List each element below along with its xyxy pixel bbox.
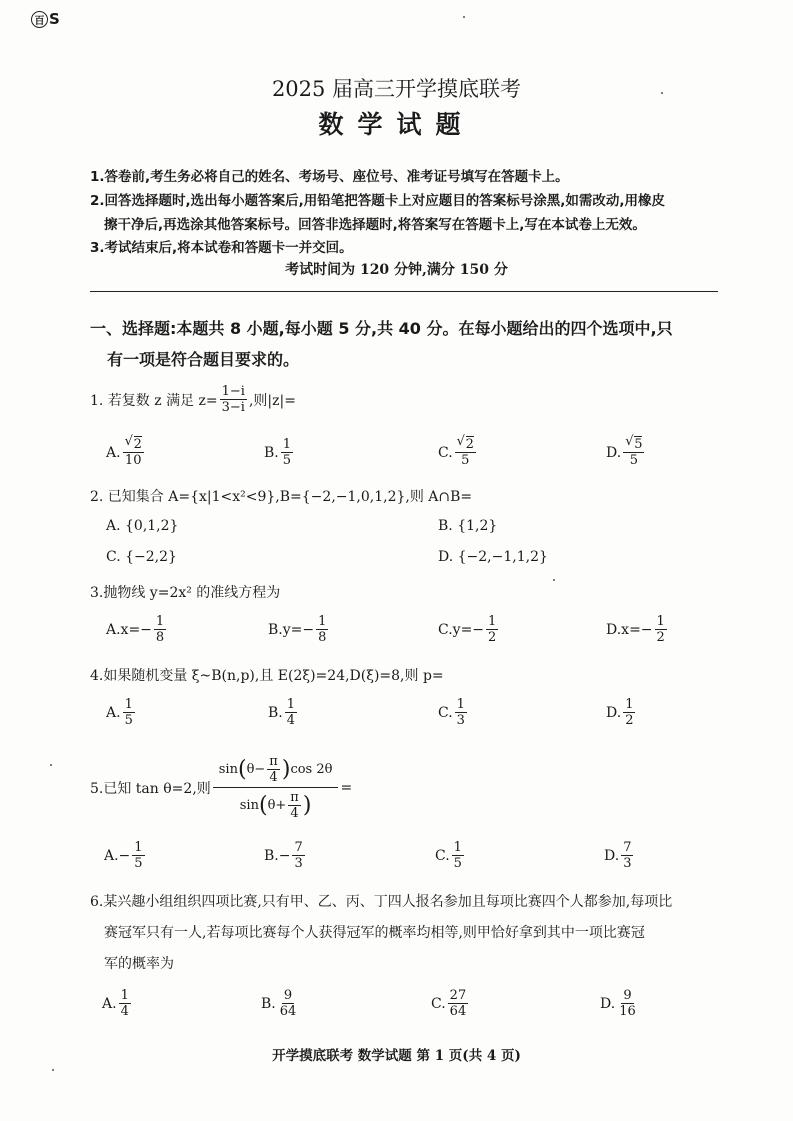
- option-label: C.y=−: [438, 621, 485, 638]
- scan-speck: [463, 16, 465, 18]
- q5-fraction: [213, 752, 339, 823]
- sqrt-num: √ 2: [134, 436, 142, 452]
- option-label: B.: [264, 444, 279, 461]
- subject-title: 数学试题: [318, 110, 475, 139]
- option-fraction: [132, 840, 144, 871]
- option-num: 1: [134, 840, 143, 855]
- option-label: C.: [435, 847, 450, 864]
- option-den: 8: [155, 630, 165, 645]
- option-num: 1: [625, 697, 634, 712]
- q4-option-c[interactable]: [438, 697, 469, 728]
- q3-option-a[interactable]: [106, 614, 168, 645]
- option-num: 1: [120, 988, 129, 1003]
- q5-sin: sin: [239, 798, 259, 813]
- option-fraction: [655, 614, 667, 645]
- option-label: B.y=−: [268, 621, 315, 638]
- notice-2: 2.回答选择题时,选出每小题答案后,用铅笔把答题卡上对应题目的答案标号涂黑,如需改动,用橡皮: [90, 193, 666, 209]
- q5-theta-plus: θ+: [267, 798, 287, 813]
- logo-circle-icon: 百: [31, 11, 48, 28]
- pi: π: [269, 754, 278, 769]
- paren-open-icon: (: [237, 756, 247, 782]
- scan-speck: [50, 764, 52, 766]
- q1-suffix: ,则|z|=: [248, 392, 296, 409]
- q1-fraction: [220, 384, 247, 415]
- question-3: 3.抛物线 y=2x² 的准线方程为: [90, 585, 281, 601]
- paren-close-icon: ): [281, 756, 291, 782]
- scan-speck: [52, 1069, 54, 1071]
- option-den: 5: [453, 856, 462, 871]
- question-1: [90, 384, 296, 415]
- option-num: 1: [318, 614, 327, 629]
- option-fraction: [154, 614, 166, 645]
- exam-title: 2025 届高三开学摸底联考: [271, 77, 522, 101]
- option-den: 64: [449, 1004, 467, 1019]
- four: 4: [269, 770, 278, 785]
- option-fraction: [452, 840, 464, 871]
- option-num: 1: [282, 437, 292, 452]
- q2-option-a[interactable]: A. {0,1,2}: [106, 518, 179, 534]
- q1-option-b[interactable]: [264, 437, 295, 468]
- option-fraction: [486, 614, 498, 645]
- q1-prefix: 1. 若复数 z 满足 z=: [90, 392, 218, 409]
- option-label: C.: [438, 704, 453, 721]
- option-num: 7: [623, 840, 632, 855]
- q6-option-c[interactable]: [431, 988, 470, 1019]
- option-num: 1: [286, 697, 296, 712]
- option-den: 5: [629, 453, 638, 468]
- option-label: A.: [106, 704, 121, 721]
- option-label: D.x=−: [606, 621, 653, 638]
- option-fraction: [448, 988, 469, 1019]
- option-label: A.: [102, 995, 117, 1012]
- question-6-line-2: 赛冠军只有一人,若每项比赛每个人获得冠军的概率均相等,则甲恰好拿到其中一项比赛冠: [104, 925, 645, 941]
- option-fraction: [281, 437, 293, 468]
- option-label: A.: [106, 444, 121, 461]
- option-den: 3: [456, 713, 465, 728]
- q1-den: 3−i: [221, 400, 245, 415]
- q2-option-d[interactable]: D. {−2,−1,1,2}: [438, 549, 548, 565]
- option-den: 4: [120, 1004, 129, 1019]
- q6-option-b[interactable]: [261, 988, 300, 1019]
- option-label: D.: [600, 995, 616, 1012]
- page-footer: 开学摸底联考 数学试题 第 1 页(共 4 页): [272, 1048, 521, 1064]
- question-4: 4.如果随机变量 ξ~B(n,p),且 E(2ξ)=24,D(ξ)=8,则 p=: [90, 668, 444, 684]
- section-heading-cont: 有一项是符合题目要求的。: [107, 350, 300, 369]
- option-num: 1: [124, 697, 133, 712]
- option-fraction: [285, 697, 297, 728]
- option-den: 8: [318, 630, 327, 645]
- q5-numerator: [213, 752, 339, 788]
- option-den: 5: [124, 713, 133, 728]
- q5-prefix: 5.已知 tan θ=2,则: [90, 780, 211, 797]
- notice-2-cont: 擦干净后,再选涂其他答案标号。回答非选择题时,将答案写在答题卡上,写在本试卷上无效。: [104, 217, 646, 233]
- q6-option-a[interactable]: [102, 988, 133, 1019]
- four: 4: [290, 806, 299, 821]
- option-num: 9: [283, 988, 293, 1003]
- option-label: B.: [261, 995, 276, 1012]
- q3-option-d[interactable]: [606, 614, 669, 645]
- question-6-line-1: 6.某兴趣小组组织四项比赛,只有甲、乙、丙、丁四人报名参加且每项比赛四个人都参加,每项比: [90, 894, 673, 910]
- q5-cos: cos 2θ: [290, 762, 333, 777]
- option-label: D.: [606, 704, 622, 721]
- notice-3: 3.考试结束后,将本试卷和答题卡一并交回。: [90, 240, 353, 256]
- q2-option-c[interactable]: C. {−2,2}: [106, 549, 177, 565]
- q1-option-a[interactable]: [106, 437, 146, 468]
- option-label: A.−: [104, 847, 131, 864]
- q2-option-b[interactable]: B. {1,2}: [438, 518, 498, 534]
- option-den: 2: [656, 630, 665, 645]
- q5-option-d[interactable]: [604, 840, 635, 871]
- q5-option-a[interactable]: [104, 840, 147, 871]
- option-label: A.x=−: [106, 621, 152, 638]
- scan-speck: [553, 579, 555, 581]
- option-fraction: [119, 988, 131, 1019]
- option-fraction: [292, 840, 304, 871]
- option-num: 1: [453, 840, 462, 855]
- q3-option-c[interactable]: [438, 614, 500, 645]
- question-2: 2. 已知集合 A={x|1<x²<9},B={−2,−1,0,1,2},则 A∩B=: [90, 489, 473, 505]
- option-den: 10: [124, 453, 142, 468]
- q1-option-c[interactable]: [438, 437, 478, 468]
- option-den: 16: [619, 1004, 636, 1019]
- q5-denominator: [234, 788, 318, 823]
- logo-text: S: [49, 10, 60, 28]
- option-num: 27: [449, 988, 467, 1003]
- option-den: 5: [461, 453, 470, 468]
- option-den: 3: [294, 856, 303, 871]
- option-num: 7: [294, 840, 303, 855]
- question-5: [90, 752, 352, 823]
- option-den: 5: [134, 856, 143, 871]
- option-label: D.: [604, 847, 620, 864]
- notice-1: 1.答卷前,考生务必将自己的姓名、考场号、座位号、准考证号填写在答题卡上。: [90, 169, 569, 185]
- q5-pi-over-4: [288, 790, 301, 821]
- option-fraction: [623, 697, 635, 728]
- scan-speck: [661, 92, 663, 94]
- q5-option-b[interactable]: [264, 840, 307, 871]
- option-label: D.: [606, 444, 622, 461]
- option-fraction: [123, 697, 135, 728]
- q5-option-c[interactable]: [435, 840, 466, 871]
- option-label: C.: [431, 995, 446, 1012]
- option-fraction: [621, 840, 633, 871]
- option-label: B.: [268, 704, 283, 721]
- question-6-line-3: 军的概率为: [104, 956, 174, 972]
- q5-theta-minus: θ−: [246, 762, 266, 777]
- section-heading: 一、选择题:本题共 8 小题,每小题 5 分,共 40 分。在每小题给出的四个选项中,只: [90, 319, 673, 338]
- sqrt-num: √ 2: [466, 436, 474, 452]
- option-fraction: [623, 437, 644, 468]
- exam-time: 考试时间为 120 分钟,满分 150 分: [285, 262, 508, 278]
- option-fraction: [455, 697, 467, 728]
- option-label: B.−: [264, 847, 291, 864]
- q3-option-b[interactable]: [268, 614, 330, 645]
- option-fraction: [123, 437, 144, 468]
- option-den: 64: [279, 1004, 297, 1019]
- q5-pi-over-4: [267, 754, 280, 785]
- option-fraction: [455, 437, 476, 468]
- q1-num: 1−i: [221, 384, 245, 399]
- option-num: 1: [488, 614, 497, 629]
- logo: [31, 10, 60, 28]
- option-fraction: [316, 614, 328, 645]
- option-den: 4: [286, 713, 296, 728]
- sqrt-num: √ 5: [634, 436, 642, 452]
- option-fraction: [617, 988, 638, 1019]
- option-num: 1: [656, 614, 665, 629]
- option-den: 2: [625, 713, 634, 728]
- pi: π: [290, 790, 299, 805]
- q4-option-b[interactable]: [268, 697, 299, 728]
- option-label: C.: [438, 444, 453, 461]
- option-den: 3: [623, 856, 632, 871]
- option-fraction: [278, 988, 299, 1019]
- option-num: 9: [623, 988, 632, 1003]
- q1-option-d[interactable]: [606, 437, 646, 468]
- q6-option-d[interactable]: [600, 988, 640, 1019]
- q5-suffix: =: [340, 779, 353, 796]
- paren-open-icon: (: [258, 792, 268, 818]
- option-den: 5: [282, 453, 292, 468]
- q4-option-d[interactable]: [606, 697, 637, 728]
- option-den: 2: [488, 630, 497, 645]
- q5-sin: sin: [218, 762, 238, 777]
- q4-option-a[interactable]: [106, 697, 137, 728]
- divider: [90, 291, 718, 292]
- paren-close-icon: ): [302, 792, 312, 818]
- option-num: 1: [155, 614, 165, 629]
- option-num: 1: [456, 697, 465, 712]
